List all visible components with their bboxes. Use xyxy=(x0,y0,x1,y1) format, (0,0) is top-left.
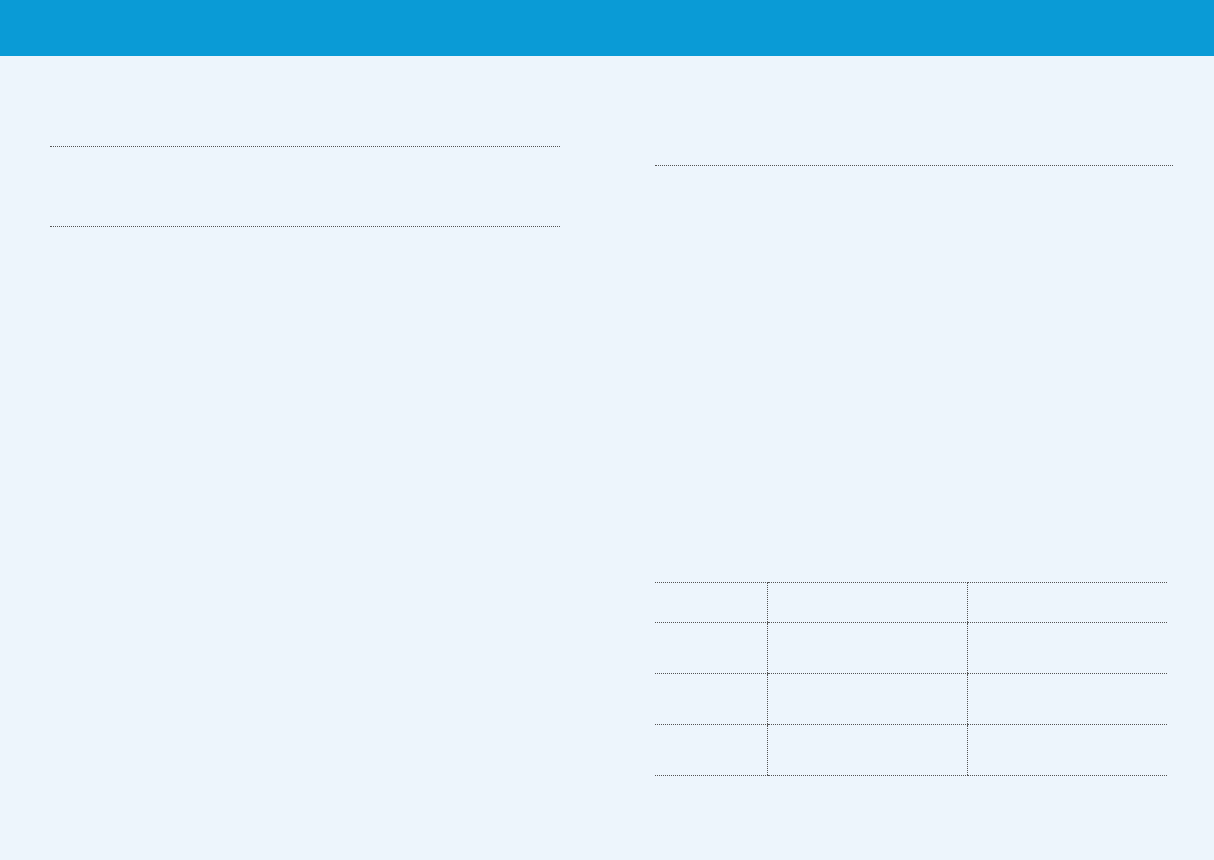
prayer-cell xyxy=(767,674,967,725)
table-row xyxy=(655,674,1167,725)
prayer-cell xyxy=(767,725,967,776)
service-cell xyxy=(655,674,767,725)
prayer-cell xyxy=(767,623,967,674)
table-row xyxy=(655,725,1167,776)
offering-cell xyxy=(967,623,1167,674)
call-item xyxy=(50,147,195,226)
service-cell xyxy=(655,623,767,674)
service-cell xyxy=(655,725,767,776)
row-call-to-worship xyxy=(50,147,560,227)
offering-cell xyxy=(967,674,1167,725)
table-header-row xyxy=(655,583,1167,623)
wednesday-leader xyxy=(1157,124,1165,144)
call-leader xyxy=(453,147,560,226)
next-week-table xyxy=(655,582,1167,776)
header-cell xyxy=(655,583,767,623)
table-row xyxy=(655,623,1167,674)
header-bar xyxy=(0,0,1214,56)
header-cell-prayer xyxy=(767,583,967,623)
header-cell-offering xyxy=(967,583,1167,623)
divider xyxy=(655,165,1173,166)
offering-cell xyxy=(967,725,1167,776)
sunday-leader xyxy=(544,76,552,96)
